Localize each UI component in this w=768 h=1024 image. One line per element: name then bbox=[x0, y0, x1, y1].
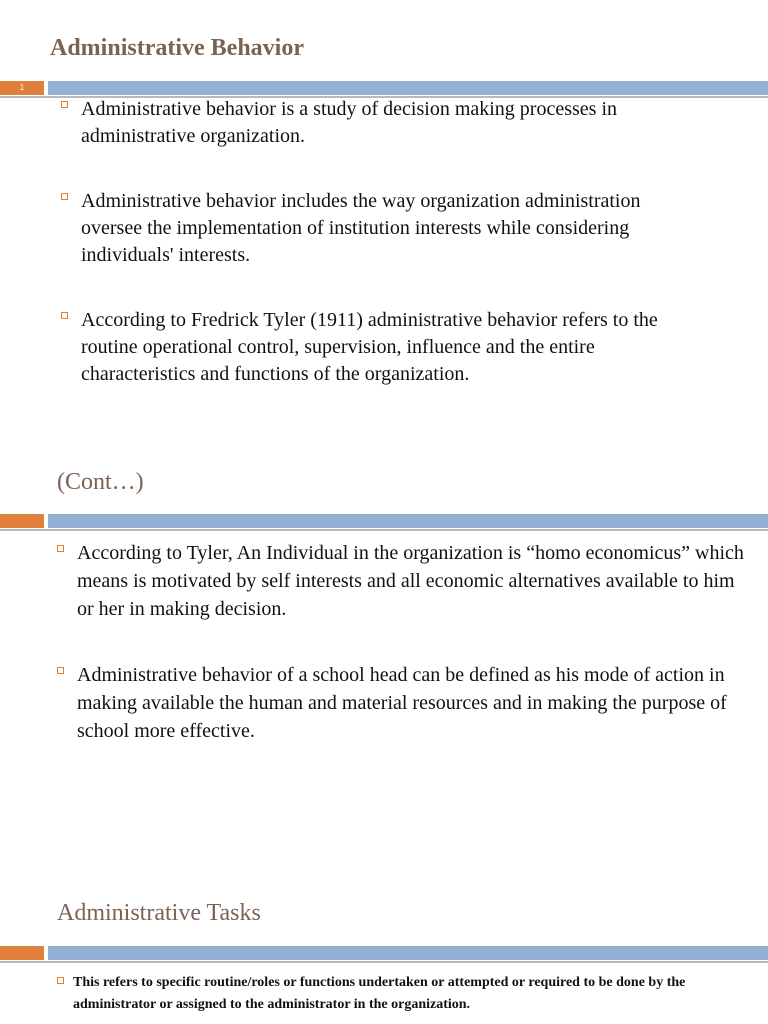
divider-rule bbox=[0, 529, 768, 531]
list-item bbox=[61, 96, 701, 150]
divider-rule bbox=[0, 961, 768, 963]
slide-number: 1 bbox=[0, 81, 44, 95]
bullet-text: According to Fredrick Tyler (1911) administrative behavior refers to the routine operational control, supervision, influence and the entire characteristics and functions of the organization. bbox=[81, 309, 658, 385]
hollow-square-bullet-icon bbox=[57, 545, 64, 552]
hollow-square-bullet-icon bbox=[61, 193, 68, 200]
divider-blue-bar bbox=[48, 81, 768, 95]
title-divider-bar bbox=[0, 946, 768, 964]
list-item bbox=[57, 972, 737, 1016]
bullet-text: Administrative behavior of a school head can be defined as his mode of action in making available the human and material resources and in making the purpose of school more effective. bbox=[77, 664, 727, 742]
bullet-text: This refers to specific routine/roles or functions undertaken or attempted or required to be done by the administrator or assigned to the administrator in the organization. bbox=[73, 975, 686, 1012]
bullet-list bbox=[57, 539, 747, 745]
hollow-square-bullet-icon bbox=[57, 667, 64, 674]
slide-2 bbox=[0, 440, 768, 860]
bullet-list bbox=[57, 972, 737, 1016]
bullet-text: According to Tyler, An Individual in the organization is “homo economicus” which means is motivated by self interests and all economic alternatives available to him or her in making decision. bbox=[77, 542, 744, 620]
slide-title: Administrative Behavior bbox=[50, 35, 304, 61]
list-item bbox=[61, 307, 701, 388]
slide-title: (Cont…) bbox=[57, 469, 144, 495]
slide-3 bbox=[0, 860, 768, 1024]
bullet-list bbox=[61, 96, 701, 388]
list-item bbox=[57, 661, 747, 745]
divider-blue-bar bbox=[48, 514, 768, 528]
bullet-text: Administrative behavior includes the way organization administration oversee the implementation of institution interests while considering individuals' interests. bbox=[81, 190, 641, 266]
slide-number-tab bbox=[0, 514, 44, 528]
list-item bbox=[61, 188, 701, 269]
title-divider-bar bbox=[0, 514, 768, 532]
hollow-square-bullet-icon bbox=[57, 977, 64, 984]
hollow-square-bullet-icon bbox=[61, 101, 68, 108]
hollow-square-bullet-icon bbox=[61, 312, 68, 319]
divider-blue-bar bbox=[48, 946, 768, 960]
slide-1 bbox=[0, 0, 768, 440]
slide-number-tab bbox=[0, 946, 44, 960]
bullet-text: Administrative behavior is a study of decision making processes in administrative organization. bbox=[81, 98, 618, 147]
slide-title: Administrative Tasks bbox=[57, 900, 261, 926]
list-item bbox=[57, 539, 747, 623]
